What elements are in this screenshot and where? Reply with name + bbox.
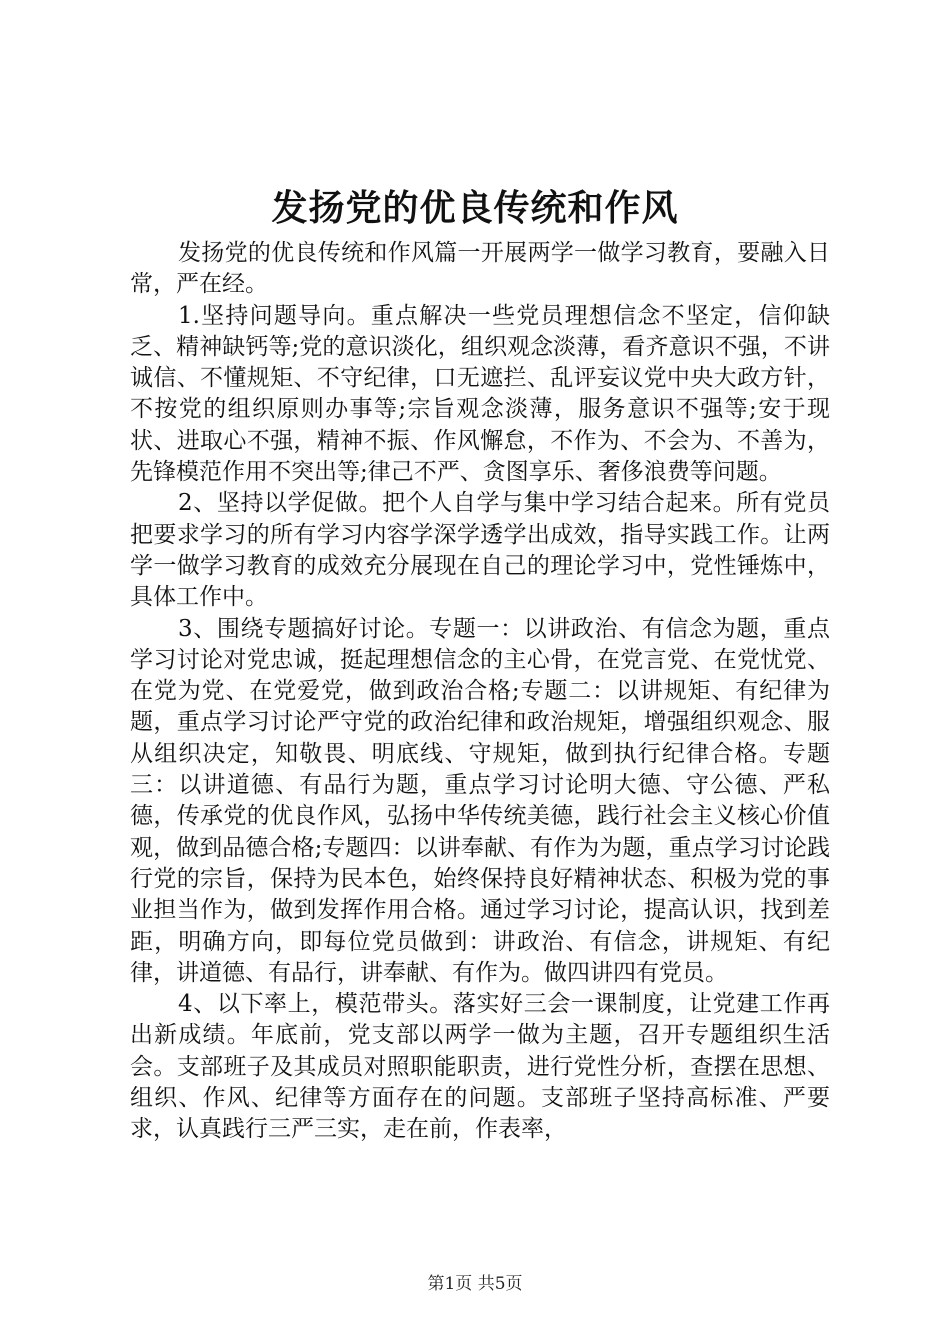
page-number-footer: 第1页 共5页 [427,1274,523,1294]
document-body [130,238,830,1146]
paragraph-item-3: 3、围绕专题搞好讨论。专题一：以讲政治、有信念为题，重点学习讨论对党忠诚，挺起理想信念的主心骨，在党言党、在党忧党、在党为党、在党爱党，做到政治合格;专题二：以讲规矩、有纪律为题，重点学习讨论严守党的政治纪律和政治规矩，增强组织观念、服从组织决定，知敬畏、明底线、守规矩，做到执行纪律合格。专题三：以讲道德、有品行为题，重点学习讨论明大德、守公德、严私德，传承党的优良作风，弘扬中华传统美德，践行社会主义核心价值观，做到品德合格;专题四：以讲奉献、有作为为题，重点学习讨论践行党的宗旨，保持为民本色，始终保持良好精神状态、积极为党的事业担当作为，做到发挥作用合格。通过学习讨论，提高认识，找到差距，明确方向，即每位党员做到：讲政治、有信念，讲规矩、有纪律，讲道德、有品行，讲奉献、有作为。做四讲四有党员。 [130,615,830,986]
paragraph-item-4: 4、以下率上，模范带头。落实好三会一课制度，让党建工作再出新成绩。年底前，党支部以两学一做为主题，召开专题组织生活会。支部班子及其成员对照职能职责，进行党性分析，查摆在思想、组织、作风、纪律等方面存在的问题。支部班子坚持高标准、严要求，认真践行三严三实，走在前，作表率， [130,991,830,1143]
paragraph-item-2: 2、坚持以学促做。把个人自学与集中学习结合起来。所有党员把要求学习的所有学习内容学深学透学出成效，指导实践工作。让两学一做学习教育的成效充分展现在自己的理论学习中，党性锤炼中，具体工作中。 [130,490,830,611]
paragraph-item-1: 1.坚持问题导向。重点解决一些党员理想信念不坚定，信仰缺乏、精神缺钙等;党的意识淡化，组织观念淡薄，看齐意识不强，不讲诚信、不懂规矩、不守纪律，口无遮拦、乱评妄议党中央大政方针，不按党的组织原则办事等;宗旨观念淡薄，服务意识不强等;安于现状、进取心不强，精神不振、作风懈怠，不作为、不会为、不善为，先锋模范作用不突出等;律己不严、贪图享乐、奢侈浪费等问题。 [130,302,830,486]
document-title: 发扬党的优良传统和作风 [271,187,679,229]
paragraph-intro: 发扬党的优良传统和作风篇一开展两学一做学习教育，要融入日常，严在经。 [130,240,830,298]
